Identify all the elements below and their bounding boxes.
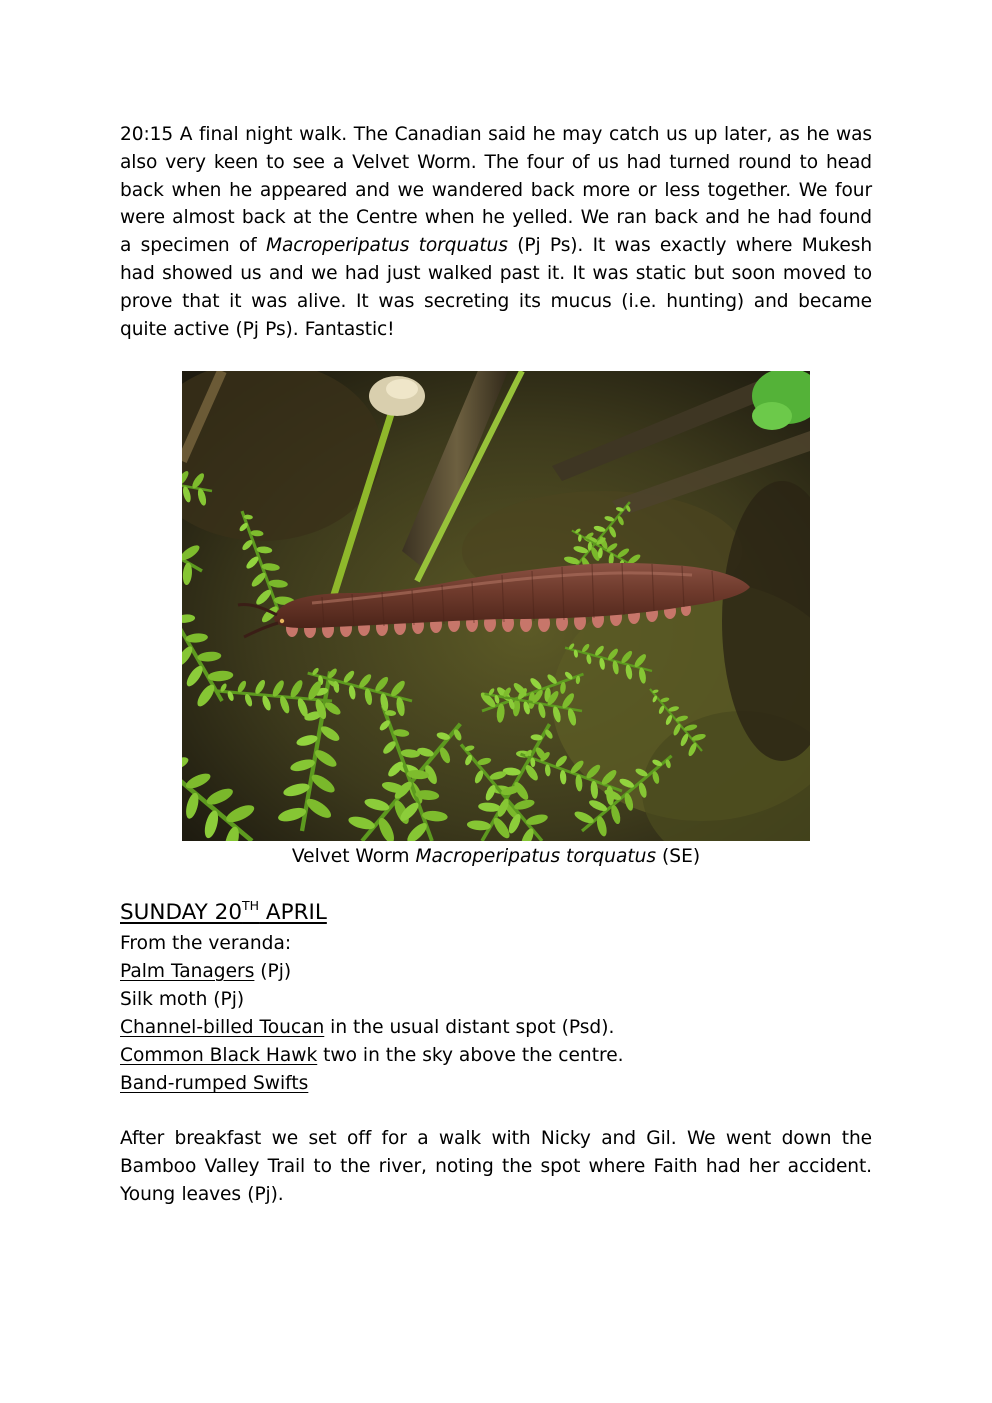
species-name-plain: Silk moth (Pj) xyxy=(120,989,245,1011)
species-link: Band-rumped Swifts xyxy=(120,1073,309,1095)
sighting-row xyxy=(120,1070,872,1098)
night-walk-paragraph xyxy=(120,121,872,343)
species-link: Palm Tanagers xyxy=(120,961,255,983)
night-walk-text-end: (Pj Ps). It was exactly where Mukesh had showed us and we had just walked past it. It was static but soon moved to prove that it was alive. It was secreting its mucus (i.e. hunting) and became quite active (Pj Ps). Fantastic! xyxy=(120,235,873,340)
sighting-note: (Pj) xyxy=(254,961,292,983)
caption-species-name: Macroperipatus torquatus xyxy=(415,846,657,867)
day-heading-ordinal: TH xyxy=(242,898,260,913)
species-link: Common Black Hawk xyxy=(120,1045,318,1067)
sighting-row xyxy=(120,1042,872,1070)
photo-caption xyxy=(120,843,872,871)
species-link: Channel-billed Toucan xyxy=(120,1017,325,1039)
veranda-intro: From the veranda: xyxy=(120,933,292,954)
caption-credit: (SE) xyxy=(656,846,701,867)
night-walk-text-start: 20:15 A final night walk. The Canadian said he may catch us up later, as he was also very keen to see a Velvet Worm. The four of us had turned round to head back when he appeared and we wandered back more or less together. We four were almost back at the Centre when he yelled. We ran back and he had found a specimen of xyxy=(120,124,872,257)
sighting-row xyxy=(120,986,872,1014)
sighting-note: two in the sky above the centre. xyxy=(317,1045,624,1067)
velvet-worm-photo xyxy=(182,371,810,841)
sighting-row xyxy=(120,1014,872,1042)
species-name: Macroperipatus torquatus xyxy=(266,235,508,257)
day-heading-month: APRIL xyxy=(259,900,327,925)
day-heading-date: SUNDAY 20 xyxy=(120,900,243,925)
sighting-note: in the usual distant spot (Psd). xyxy=(324,1017,615,1039)
sighting-row xyxy=(120,958,872,986)
veranda-sightings xyxy=(120,930,872,1099)
day-heading xyxy=(120,898,327,928)
after-breakfast-paragraph: After breakfast we set off for a walk with Nicky and Gil. We went down the Bamboo Valley Trail to the river, noting the spot where Faith had her accident. Young leaves (Pj). xyxy=(120,1128,872,1205)
caption-common-name: Velvet Worm xyxy=(291,846,416,867)
